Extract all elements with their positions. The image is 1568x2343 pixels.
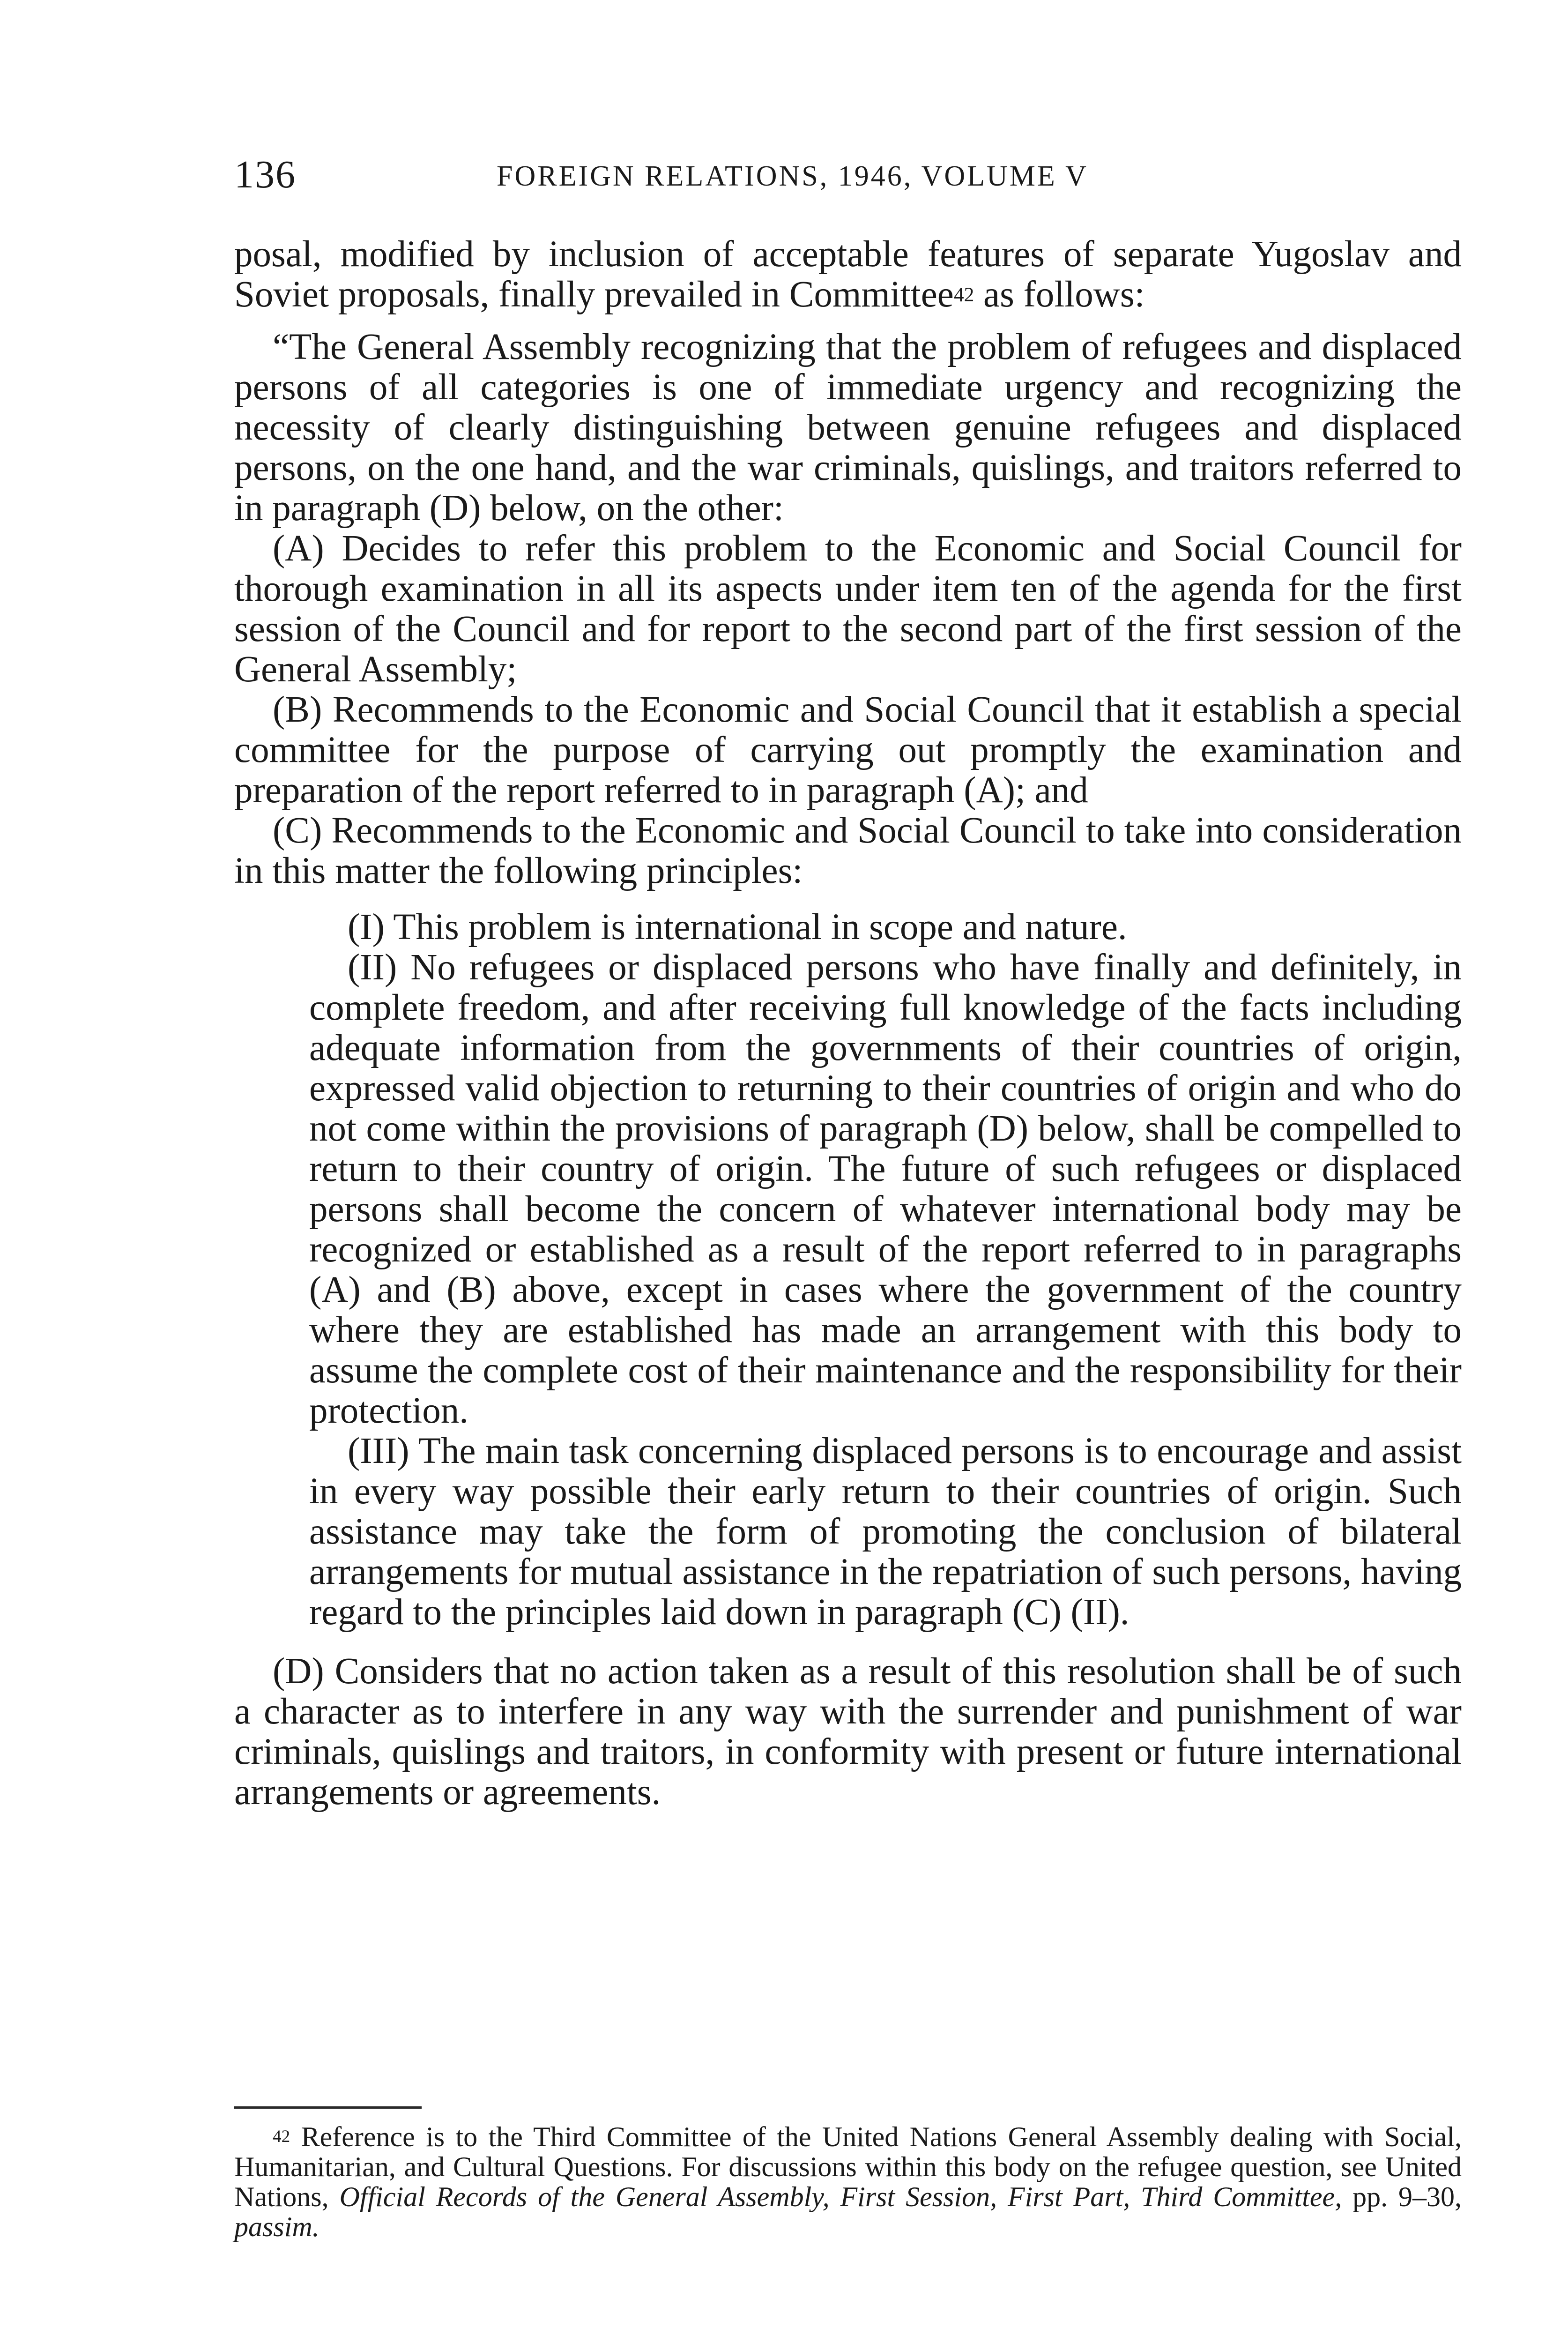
body-text bbox=[234, 234, 1462, 1813]
resolution-preamble: “The General Assembly recognizing that the problem of refugees and displaced persons of all categories is one of immediate urgency and recognizing the necessity of clearly distinguishing between genuine refugees and displaced persons, on the one hand, and the war criminals, quislings, and traitors referred to in paragraph (D) below, on the other: bbox=[234, 327, 1462, 529]
page-number: 136 bbox=[234, 153, 296, 196]
intro-text-end: as follows: bbox=[974, 274, 1145, 315]
footnote-pages: pp. 9–30, bbox=[1342, 2181, 1462, 2212]
footnote-passim: passim. bbox=[234, 2211, 320, 2242]
footnote-reference: 42 bbox=[953, 284, 974, 306]
footnote-42 bbox=[234, 2122, 1462, 2242]
resolution-paragraph-b: (B) Recommends to the Economic and Social Council that it establish a special committee for the purpose of carrying out promptly the examination and preparation of the report referred to in paragraph (A); and bbox=[234, 689, 1462, 811]
footnote-mark: 42 bbox=[273, 2127, 290, 2146]
intro-paragraph bbox=[234, 234, 1462, 315]
resolution-paragraph-a: (A) Decides to refer this problem to the Economic and Social Council for thorough examination in all its aspects under item ten of the agenda for the first session of the Council and for report to the second part of the first session of the General Assembly; bbox=[234, 528, 1462, 690]
footnote-divider bbox=[234, 2106, 422, 2109]
footnote-citation: Official Records of the General Assembly, First Session, First Part, Third Committee, bbox=[339, 2181, 1342, 2212]
principle-iii: (III) The main task concerning displaced persons is to encourage and assist in every way possible their early return to their countries of origin. Such assistance may take the form of promoting the conclusion of bilateral arrangements for mutual assistance in the repatriation of such persons, having regard to the principles laid down in paragraph (C) (II). bbox=[309, 1431, 1462, 1633]
resolution-paragraph-c: (C) Recommends to the Economic and Social Council to take into consideration in this matter the following principles: bbox=[234, 810, 1462, 891]
footnote-text: Reference is to the Third Committee of the United Nations General Assembly dealing with Social, Humanitarian, and Cultural Questions. For discussions within this body on the refugee question, see United Nations, bbox=[234, 2121, 1462, 2212]
intro-text: posal, modified by inclusion of acceptable features of separate Yugoslav and Soviet proposals, finally prevailed in Committee bbox=[234, 234, 1462, 315]
principle-i: (I) This problem is international in scope and nature. bbox=[348, 907, 1127, 948]
running-title: FOREIGN RELATIONS, 1946, VOLUME V bbox=[497, 160, 1088, 192]
principle-ii: (II) No refugees or displaced persons who have finally and definitely, in complete freedom, and after receiving full knowledge of the facts including adequate information from the governments of their countries of origin, expressed valid objection to returning to their countries of origin and who do not come within the provisions of paragraph (D) below, shall be compelled to return to their country of origin. The future of such refugees or displaced persons shall become the concern of whatever international body may be recognized or established as a result of the report referred to in paragraphs (A) and (B) above, except in cases where the government of the country where they are established has made an arrangement with this body to assume the complete cost of their maintenance and the responsibility for their protection. bbox=[309, 947, 1462, 1431]
footnote bbox=[234, 2122, 1462, 2242]
resolution-paragraph-d: (D) Considers that no action taken as a result of this resolution shall be of such a character as to interfere in any way with the surrender and punishment of war criminals, quislings and traitors, in conformity with present or future international arrangements or agreements. bbox=[234, 1651, 1462, 1813]
running-head bbox=[234, 149, 1462, 201]
